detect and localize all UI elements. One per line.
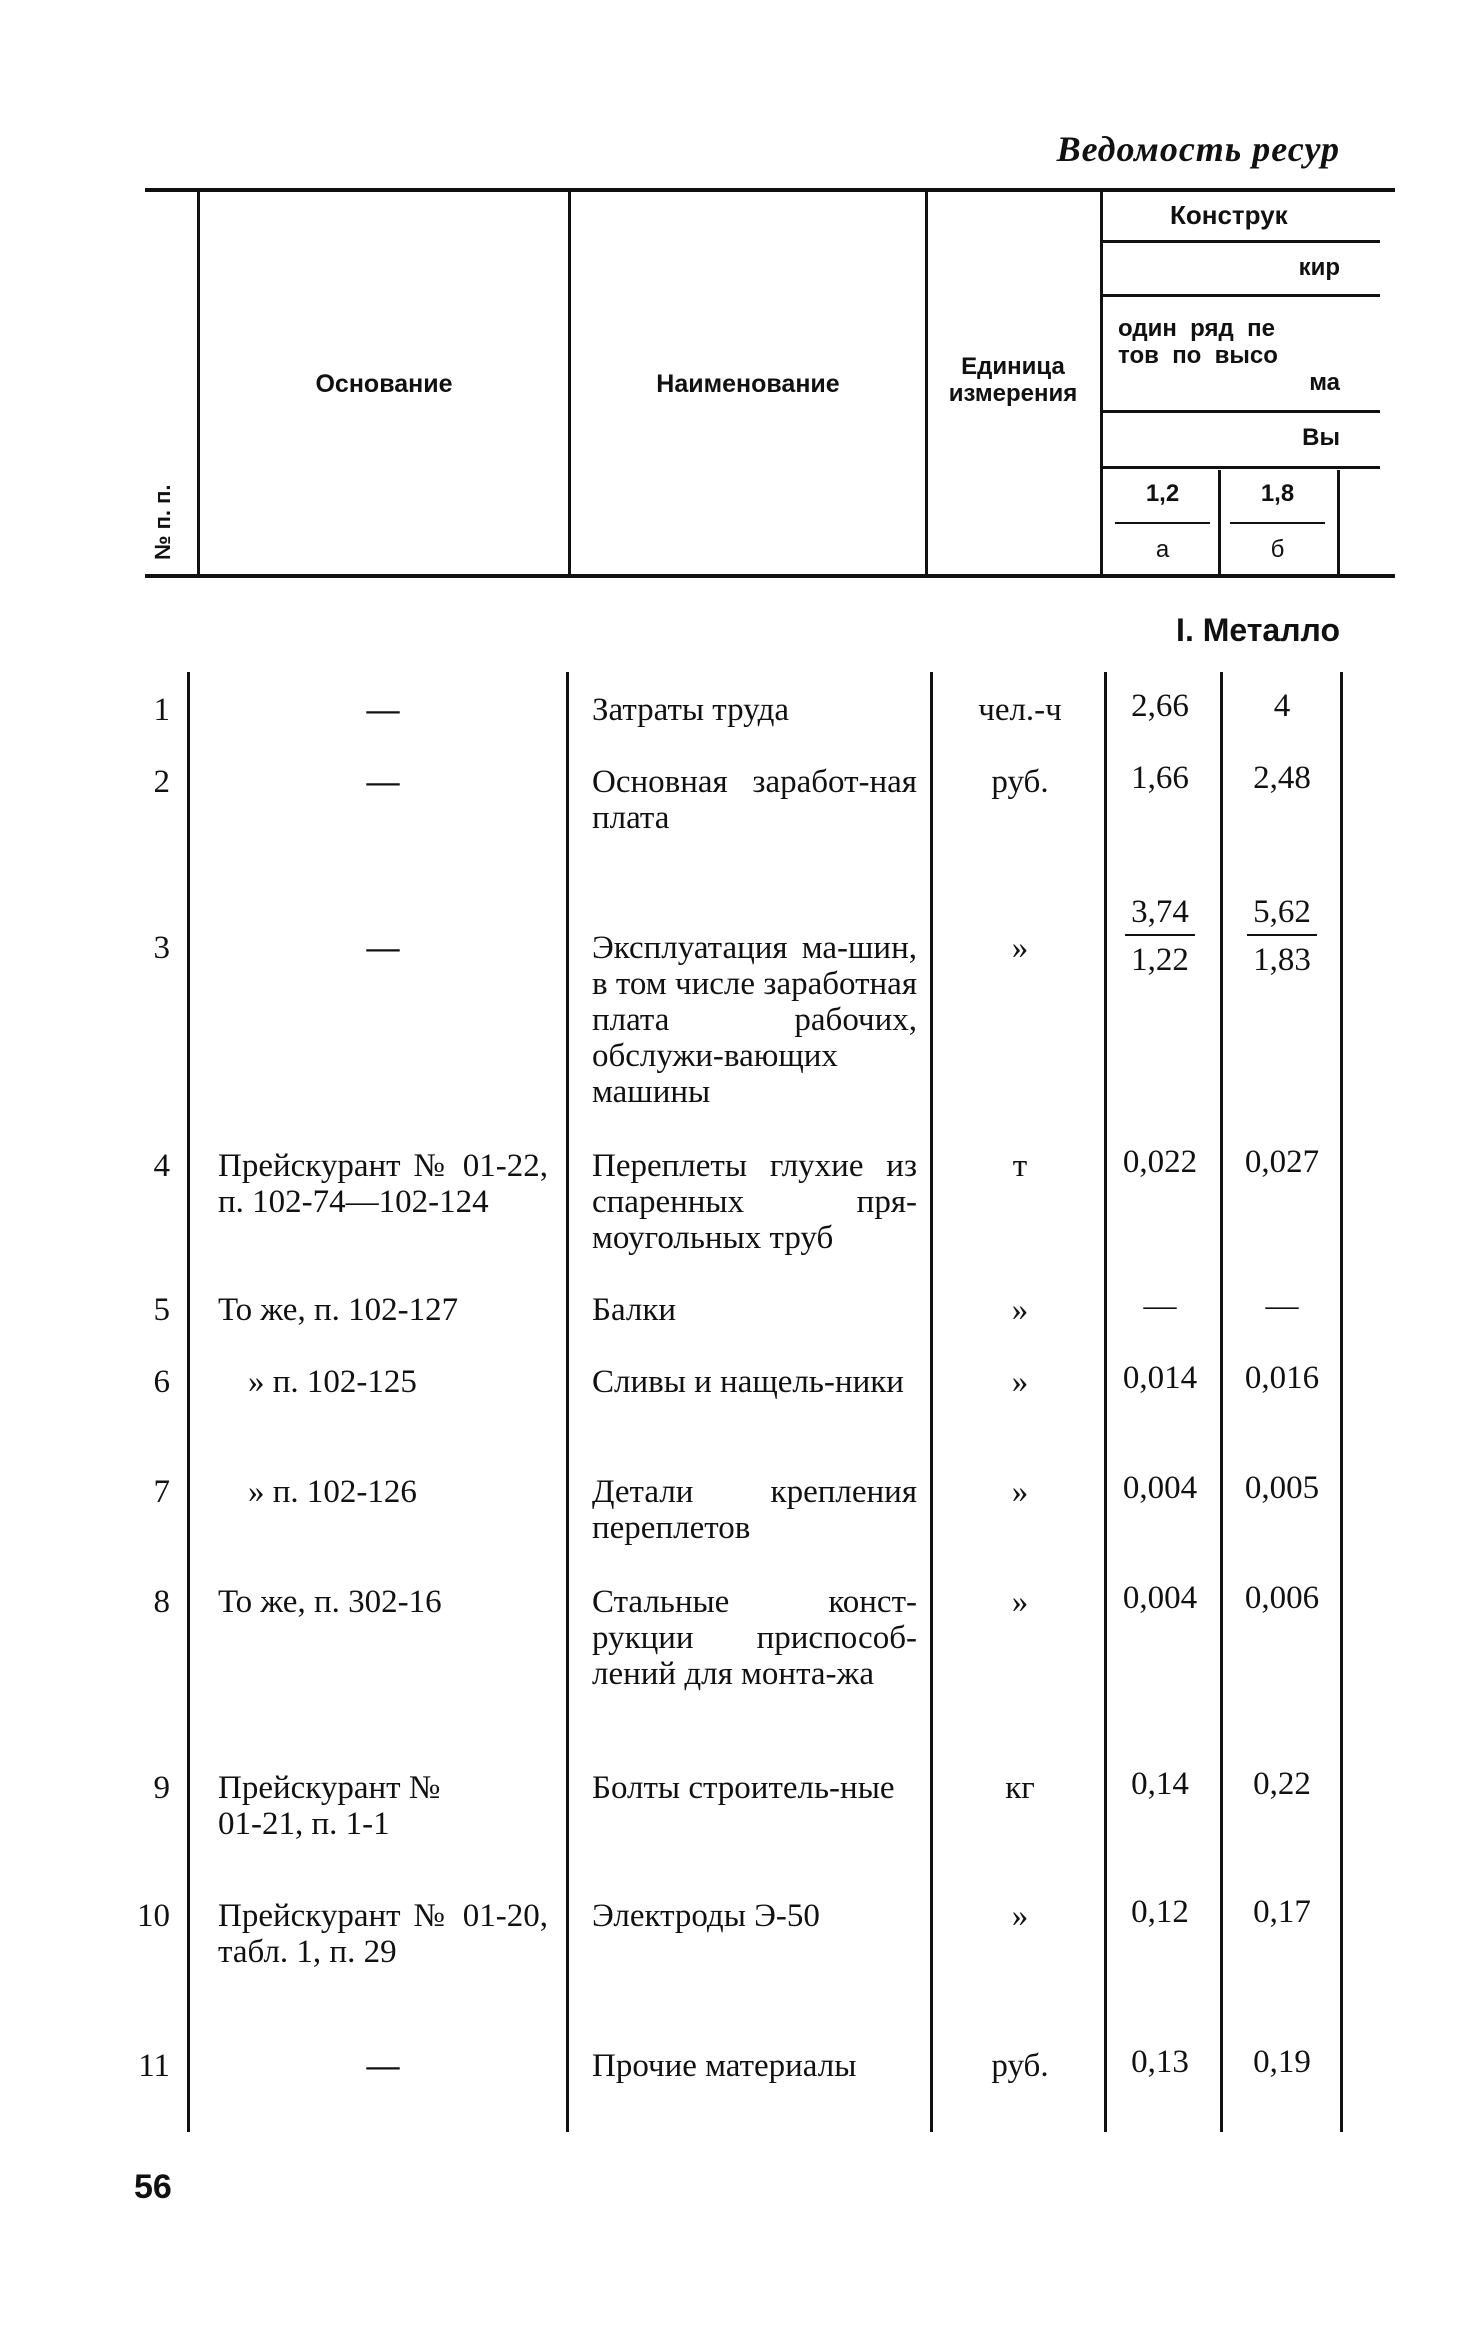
body-divider-1: [187, 672, 190, 2132]
row-11-number: 11: [138, 2048, 170, 2084]
row-9-name: Болты строитель-ные: [592, 1770, 895, 1806]
row-3-base: —: [366, 930, 400, 966]
group-header-height: Вы: [1302, 424, 1340, 451]
row-2-value-b: 2,48: [1253, 760, 1311, 796]
group-rule-1: [1103, 240, 1380, 243]
row-3-value-a-top: 3,74: [1125, 894, 1195, 936]
row-2-number: 2: [153, 764, 170, 800]
column-header-unit: [925, 353, 1101, 407]
group-header-top: Конструк: [1170, 200, 1288, 230]
row-2-unit: руб.: [991, 764, 1049, 800]
body-divider-2: [566, 672, 569, 2132]
row-11-value-b: 0,19: [1253, 2044, 1311, 2080]
body-divider-5: [1220, 672, 1223, 2132]
column-header-value-a: 1,2: [1145, 480, 1180, 507]
row-8-unit: »: [1011, 1584, 1029, 1620]
row-6-value-a: 0,014: [1122, 1360, 1198, 1396]
row-5-unit: »: [1011, 1292, 1029, 1328]
row-1-value-a: 2,66: [1131, 688, 1189, 724]
row-3-number: 3: [153, 930, 170, 966]
row-1-value-b: 4: [1273, 688, 1291, 724]
row-7-value-b: 0,005: [1244, 1470, 1320, 1506]
row-4-value-a: 0,022: [1122, 1144, 1198, 1180]
group-header-desc: [1118, 315, 1340, 396]
row-4-value-b: 0,027: [1244, 1144, 1320, 1180]
row-3-value-b-top: 5,62: [1247, 894, 1317, 936]
row-5-base: То же, п. 102-127: [218, 1292, 459, 1328]
row-4-name: Переплеты глухие из спаренных пря-моугольных труб: [592, 1148, 917, 1256]
column-header-letter-b: б: [1270, 536, 1285, 563]
header-divider-ab: [1218, 470, 1221, 574]
row-5-value-b: —: [1265, 1288, 1299, 1324]
unit-header-line1: Единица: [961, 353, 1065, 380]
row-10-value-a: 0,12: [1131, 1894, 1189, 1930]
row-5-value-a: —: [1143, 1288, 1177, 1324]
group-rule-3: [1103, 410, 1380, 413]
row-7-name: Детали крепления переплетов: [592, 1474, 917, 1546]
row-1-base: —: [366, 692, 400, 728]
row-6-unit: »: [1011, 1364, 1029, 1400]
row-2-name: Основная заработ-ная плата: [592, 764, 917, 836]
row-6-value-b: 0,016: [1244, 1360, 1320, 1396]
row-10-name: Электроды Э-50: [592, 1898, 820, 1934]
header-top-rule: [145, 188, 1395, 192]
row-9-base: Прейскурант № 01-21, п. 1-1: [218, 1770, 441, 1842]
row-11-unit: руб.: [991, 2048, 1049, 2084]
row-7-number: 7: [153, 1474, 170, 1510]
row-1-name: Затраты труда: [592, 692, 790, 728]
row-10-unit: »: [1011, 1898, 1029, 1934]
row-11-name: Прочие материалы: [592, 2048, 857, 2084]
row-2-base: —: [366, 764, 400, 800]
column-header-letter-a: а: [1155, 536, 1170, 563]
row-10-value-b: 0,17: [1253, 1894, 1311, 1930]
group-rule-ab-a: [1115, 522, 1210, 524]
row-8-base: То же, п. 302-16: [218, 1584, 442, 1620]
group-header-sub: кир: [1298, 254, 1340, 281]
row-9-number: 9: [153, 1770, 170, 1806]
row-3-value-b: [1232, 894, 1332, 978]
group-rule-4: [1103, 466, 1380, 469]
group-desc-line1: один ряд пе: [1118, 315, 1275, 342]
row-9-unit: кг: [1005, 1770, 1035, 1806]
body-divider-3: [930, 672, 933, 2132]
row-1-unit: чел.-ч: [978, 692, 1062, 728]
row-1-number: 1: [153, 692, 170, 728]
row-11-base: —: [366, 2048, 400, 2084]
row-3-name: Эксплуатация ма-шин, в том числе заработная плата рабочих, обслужи-вающих машины: [592, 930, 917, 1110]
row-7-unit: »: [1011, 1474, 1029, 1510]
row-2-value-a: 1,66: [1131, 760, 1189, 796]
row-3-value-a: [1110, 894, 1210, 978]
column-header-value-b: 1,8: [1260, 480, 1295, 507]
column-header-base: Основание: [315, 370, 453, 398]
row-9-value-a: 0,14: [1131, 1766, 1189, 1802]
row-4-unit: т: [1012, 1148, 1028, 1184]
row-7-value-a: 0,004: [1122, 1470, 1198, 1506]
row-11-value-a: 0,13: [1131, 2044, 1189, 2080]
row-8-number: 8: [153, 1584, 170, 1620]
row-10-base: Прейскурант № 01-20, табл. 1, п. 29: [218, 1898, 548, 1970]
header-bottom-rule: [145, 574, 1395, 578]
column-header-name: Наименование: [656, 370, 840, 398]
unit-header-line2: измерения: [948, 380, 1078, 407]
row-9-value-b: 0,22: [1253, 1766, 1311, 1802]
row-3-fraction-a: [1125, 894, 1195, 978]
row-8-name: Стальные конст-рукции приспособ-лений для монта-жа: [592, 1584, 917, 1692]
row-6-number: 6: [153, 1364, 170, 1400]
row-4-number: 4: [153, 1148, 170, 1184]
row-3-fraction-b: [1247, 894, 1317, 978]
row-8-value-b: 0,006: [1244, 1580, 1320, 1616]
section-title: I. Металло: [1176, 612, 1340, 648]
group-desc-line3: ма: [1309, 369, 1340, 396]
row-6-name: Сливы и нащель-ники: [592, 1364, 904, 1400]
group-rule-2: [1103, 294, 1380, 297]
row-5-name: Балки: [592, 1292, 677, 1328]
row-3-unit: »: [1011, 930, 1029, 966]
row-5-number: 5: [153, 1292, 170, 1328]
row-4-base: Прейскурант № 01-22, п. 102-74—102-124: [218, 1148, 548, 1220]
row-3-value-b-bottom: 1,83: [1253, 942, 1311, 978]
group-rule-ab-b: [1230, 522, 1325, 524]
running-title: Ведомость ресур: [1056, 129, 1340, 169]
row-6-base: » п. 102-125: [248, 1364, 417, 1400]
row-8-value-a: 0,004: [1122, 1580, 1198, 1616]
body-divider-6: [1340, 672, 1343, 2132]
page-number: 56: [134, 2168, 172, 2206]
group-desc-line2: тов по высо: [1118, 342, 1278, 369]
row-7-base: » п. 102-126: [248, 1474, 417, 1510]
row-3-value-a-bottom: 1,22: [1131, 942, 1189, 978]
column-header-number: № п. п.: [150, 484, 175, 560]
header-divider-right: [1337, 470, 1340, 574]
row-10-number: 10: [137, 1898, 170, 1934]
